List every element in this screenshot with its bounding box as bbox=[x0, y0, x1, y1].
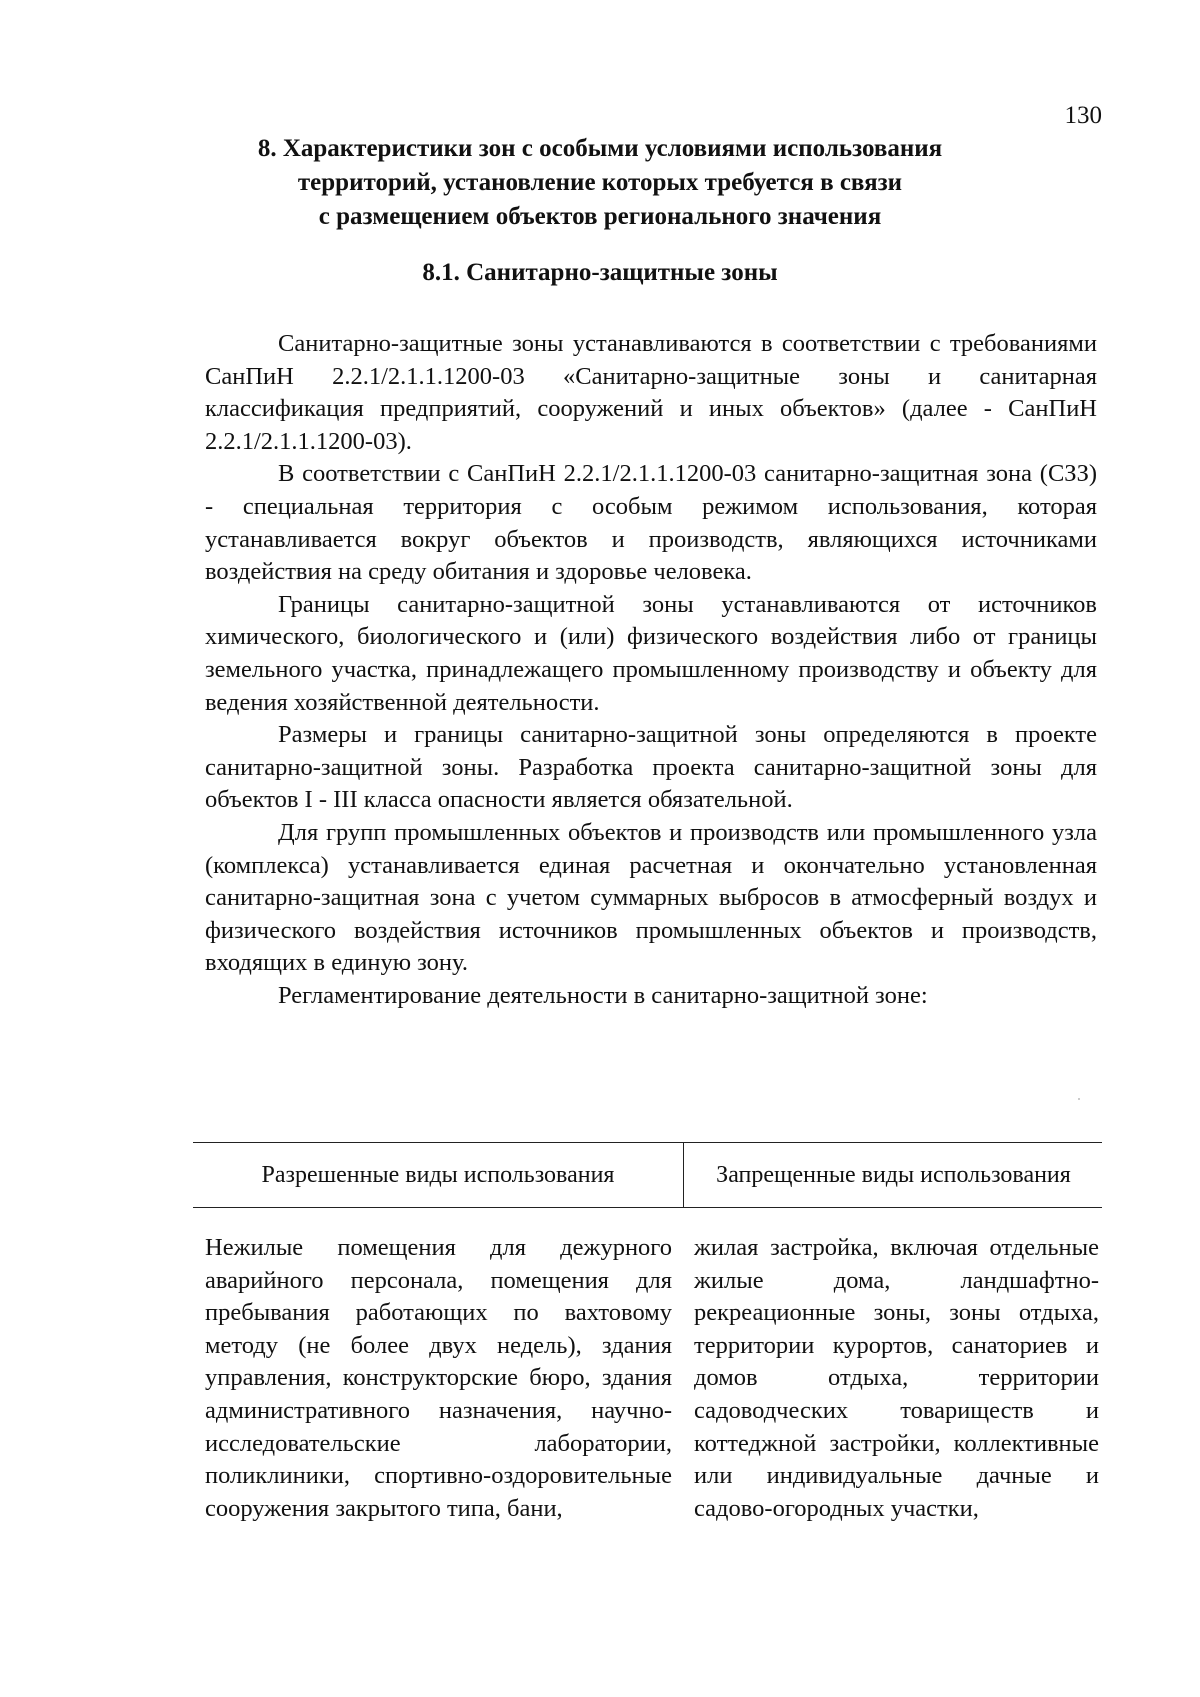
section-heading-line-3: с размещением объектов регионального значения bbox=[318, 203, 882, 230]
paragraph-group-objects: Для групп промышленных объектов и производств или промышленного узла (комплекса) устанавливается единая расчетная и окончательно установленная санитарно-защитная зона с учетом суммарных выбросов в атмосферный воздух и физического воздействия источников промышленных объектов и производств, входящих в единую зону. bbox=[205, 818, 1097, 977]
table-header-bottom-rule bbox=[193, 1207, 1102, 1208]
table-header-allowed: Разрешенные виды использования bbox=[261, 1161, 615, 1188]
paragraph-zone-boundaries: Границы санитарно-защитной зоны устанавливаются от источников химического, биологического и (или) физического воздействия либо от границы земельного участка, принадлежащего промышленному производству и объекту для ведения хозяйственной деятельности. bbox=[205, 590, 1097, 716]
table-cell-allowed: Нежилые помещения для дежурного аварийного персонала, помещения для пребывания работающих по вахтовому методу (не более двух недель), здания управления, конструкторские бюро, здания административного назначения, научно-исследовательские лаборатории, поликлиники, спортивно-оздоровительные сооружения закрытого типа, бани, bbox=[205, 1234, 672, 1522]
section-heading bbox=[150, 132, 1050, 234]
paragraph-zone-project: Размеры и границы санитарно-защитной зоны определяются в проекте санитарно-защитной зоны. Разработка проекта санитарно-защитной зоны для объектов I - III класса опасности является обязательной. bbox=[205, 721, 1097, 814]
table-column-divider bbox=[683, 1142, 684, 1207]
page-number: 130 bbox=[1064, 102, 1102, 129]
body-text bbox=[205, 328, 1097, 1012]
section-heading-line-2: территорий, установление которых требуется в связи bbox=[297, 169, 903, 196]
section-heading-line-1: 8. Характеристики зон с особыми условиями использования bbox=[257, 135, 943, 162]
table-header-forbidden: Запрещенные виды использования bbox=[716, 1161, 1071, 1188]
table-cell-forbidden: жилая застройка, включая отдельные жилые дома, ландшафтно-рекреационные зоны, зоны отдыха, территории курортов, санаториев и домов отдыха, территории садоводческих товариществ и коттеджной застройки, коллективные или индивидуальные дачные и садово-огородных участки, bbox=[694, 1234, 1099, 1522]
paragraph-regulation-intro: Регламентирование деятельности в санитарно-защитной зоне: bbox=[278, 981, 928, 1009]
paragraph-szz-definition: В соответствии с СанПиН 2.2.1/2.1.1.1200-03 санитарно-защитная зона (СЗЗ) - специальная территория с особым режимом использования, которая устанавливается вокруг объектов и производств, являющихся источниками воздействия на среду обитания и здоровье человека. bbox=[205, 460, 1097, 586]
subsection-heading: 8.1. Санитарно-защитные зоны bbox=[422, 259, 778, 286]
paragraph-sanpin-requirements: Санитарно-защитные зоны устанавливаются в соответствии с требованиями СанПиН 2.2.1/2.1.1.1200-03 «Санитарно-защитные зоны и санитарная классификация предприятий, сооружений и иных объектов» (далее - СанПиН 2.2.1/2.1.1.1200-03). bbox=[205, 330, 1097, 455]
scan-speck bbox=[1078, 1098, 1080, 1100]
